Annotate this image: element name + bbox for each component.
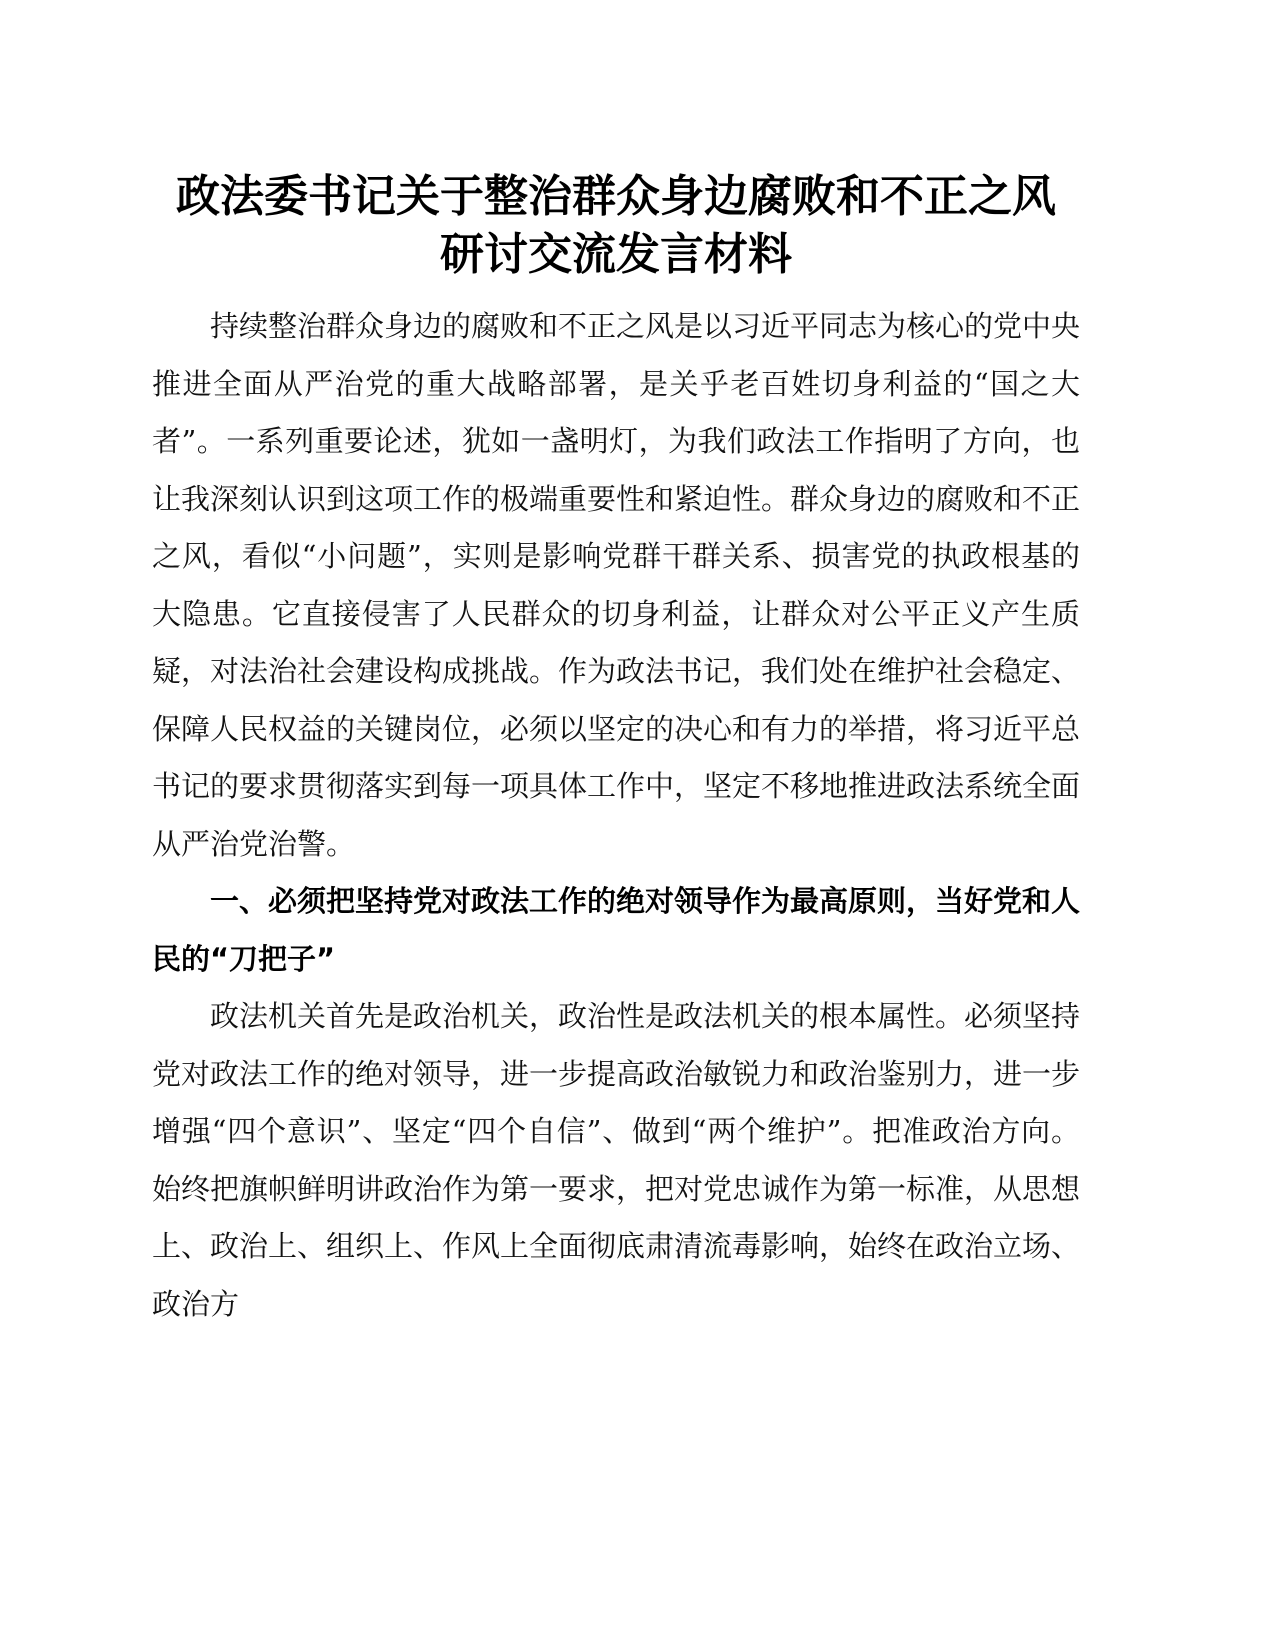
title-line-2: 研讨交流发言材料 (440, 229, 792, 280)
section-1-paragraph: 政法机关首先是政治机关，政治性是政法机关的根本属性。必须坚持党对政法工作的绝对领导，进一步提高政治敏锐力和政治鉴别力，进一步增强“四个意识”、坚定“四个自信”、做到“两个维护”。把准政治方向。始终把旗帜鲜明讲政治作为第一要求，把对党忠诚作为第一标准，从思想上、政治上、组织上、作风上全面彻底肃清流毒影响，始终在政治立场、政治方 (152, 999, 1081, 1321)
document-title (152, 168, 1080, 284)
intro-paragraph: 持续整治群众身边的腐败和不正之风是以习近平同志为核心的党中央推进全面从严治党的重大战略部署，是关乎老百姓切身利益的“国之大者”。一系列重要论述，犹如一盏明灯，为我们政法工作指明了方向，也让我深刻认识到这项工作的极端重要性和紧迫性。群众身边的腐败和不正之风，看似“小问题”，实则是影响党群干群关系、损害党的执政根基的大隐患。它直接侵害了人民群众的切身利益，让群众对公平正义产生质疑，对法治社会建设构成挑战。作为政法书记，我们处在维护社会稳定、保障人民权益的关键岗位，必须以坚定的决心和有力的举措，将习近平总书记的要求贯彻落实到每一项具体工作中，坚定不移地推进政法系统全面从严治党治警。 (152, 309, 1081, 861)
title-line-1: 政法委书记关于整治群众身边腐败和不正之风 (176, 171, 1056, 222)
section-1-heading: 一、必须把坚持党对政法工作的绝对领导作为最高原则，当好党和人民的“刀把子” (152, 884, 1081, 976)
document-page (152, 168, 1080, 1333)
